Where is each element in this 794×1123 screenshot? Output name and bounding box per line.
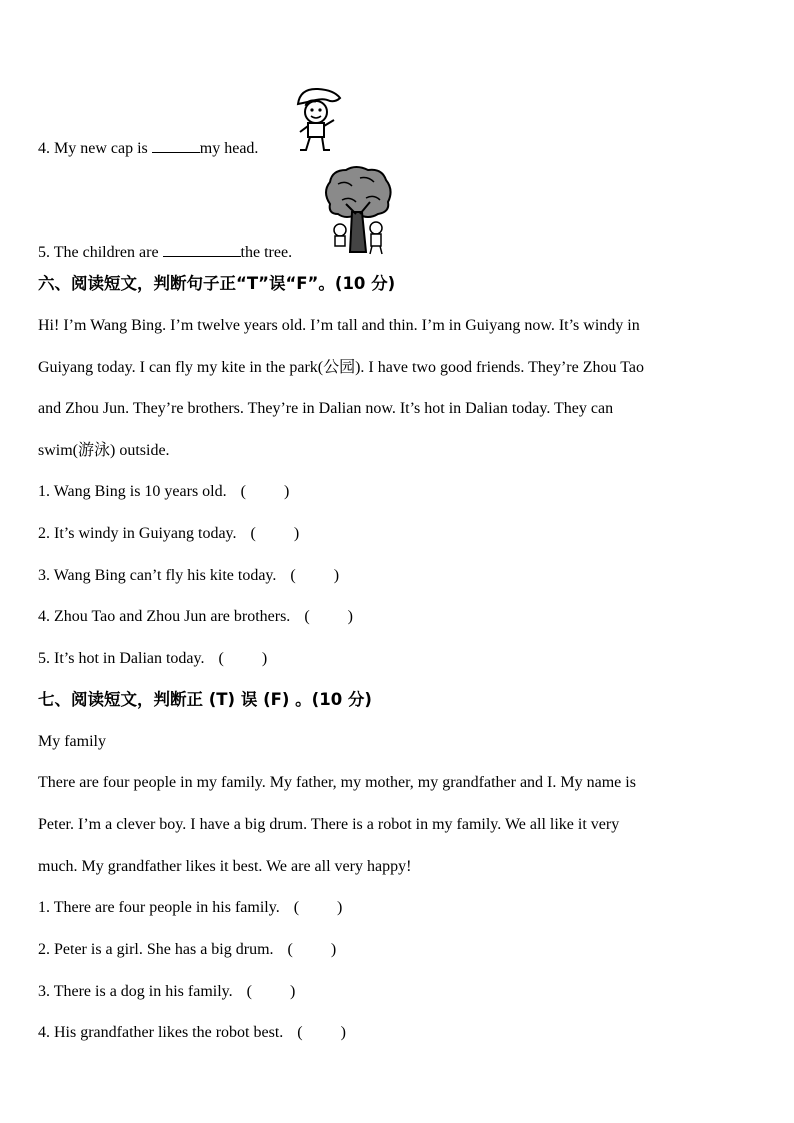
- answer-parentheses[interactable]: ( ): [304, 608, 353, 625]
- section-7-passage-title: My family: [38, 733, 106, 750]
- section-6-question-4: [38, 607, 353, 627]
- question-5: [38, 242, 292, 263]
- question-5-text-end: the tree.: [240, 244, 293, 261]
- question-text: 2. It’s windy in Guiyang today.: [38, 525, 237, 542]
- question-text: 1. There are four people in his family.: [38, 899, 280, 916]
- answer-parentheses[interactable]: ( ): [240, 483, 290, 500]
- question-4-text-start: 4. My new cap is: [38, 140, 152, 157]
- section-7-question-1: [38, 898, 342, 918]
- section-6-passage-line: and Zhou Jun. They’re brothers. They’re in Dalian now. It’s hot in Dalian today. They can: [38, 400, 614, 417]
- boy-with-cap-illustration: [290, 84, 344, 154]
- section-6-question-5: [38, 649, 267, 669]
- question-text: 3. Wang Bing can’t fly his kite today.: [38, 567, 277, 584]
- section-7-passage-line: There are four people in my family. My father, my mother, my grandfather and I. My name is: [38, 774, 636, 791]
- question-5-text-start: 5. The children are: [38, 244, 163, 261]
- question-text: 1. Wang Bing is 10 years old.: [38, 483, 227, 500]
- section-7-question-4: [38, 1023, 346, 1043]
- answer-parentheses[interactable]: ( ): [218, 650, 268, 667]
- children-under-tree-illustration: [322, 164, 394, 256]
- section-6-passage-line: swim(游泳) outside.: [38, 442, 170, 459]
- section-7-question-2: [38, 940, 336, 960]
- question-text: 4. His grandfather likes the robot best.: [38, 1024, 284, 1041]
- answer-parentheses[interactable]: ( ): [293, 899, 343, 916]
- answer-parentheses[interactable]: ( ): [290, 567, 340, 584]
- answer-parentheses[interactable]: ( ): [250, 525, 300, 542]
- question-4: [38, 138, 258, 159]
- question-4-text-end: my head.: [199, 140, 259, 157]
- section-6-heading: 六、阅读短文，判断句子正“T”误“F”。(10 分): [38, 274, 396, 293]
- answer-parentheses[interactable]: ( ): [246, 983, 296, 1000]
- answer-blank-4[interactable]: [152, 138, 200, 153]
- question-text: 2. Peter is a girl. She has a big drum.: [38, 941, 274, 958]
- answer-parentheses[interactable]: ( ): [287, 941, 337, 958]
- section-6-passage-line: Guiyang today. I can fly my kite in the park(公园). I have two good friends. They’re Zhou Tao: [38, 359, 644, 376]
- section-6-question-1: [38, 482, 289, 502]
- section-7-question-3: [38, 982, 295, 1002]
- answer-parentheses[interactable]: ( ): [297, 1024, 346, 1041]
- section-7-heading: 七、阅读短文，判断正 (T) 误 (F) 。(10 分): [38, 690, 372, 709]
- answer-blank-5[interactable]: [163, 242, 241, 257]
- question-text: 5. It’s hot in Dalian today.: [38, 650, 205, 667]
- question-text: 4. Zhou Tao and Zhou Jun are brothers.: [38, 608, 291, 625]
- section-7-passage-line: much. My grandfather likes it best. We are all very happy!: [38, 858, 412, 875]
- question-text: 3. There is a dog in his family.: [38, 983, 233, 1000]
- section-7-passage-line: Peter. I’m a clever boy. I have a big drum. There is a robot in my family. We all like it very: [38, 816, 620, 833]
- section-6-question-3: [38, 566, 339, 586]
- section-6-passage-line: Hi! I’m Wang Bing. I’m twelve years old. I’m tall and thin. I’m in Guiyang now. It’s windy in: [38, 317, 640, 334]
- section-6-question-2: [38, 524, 299, 544]
